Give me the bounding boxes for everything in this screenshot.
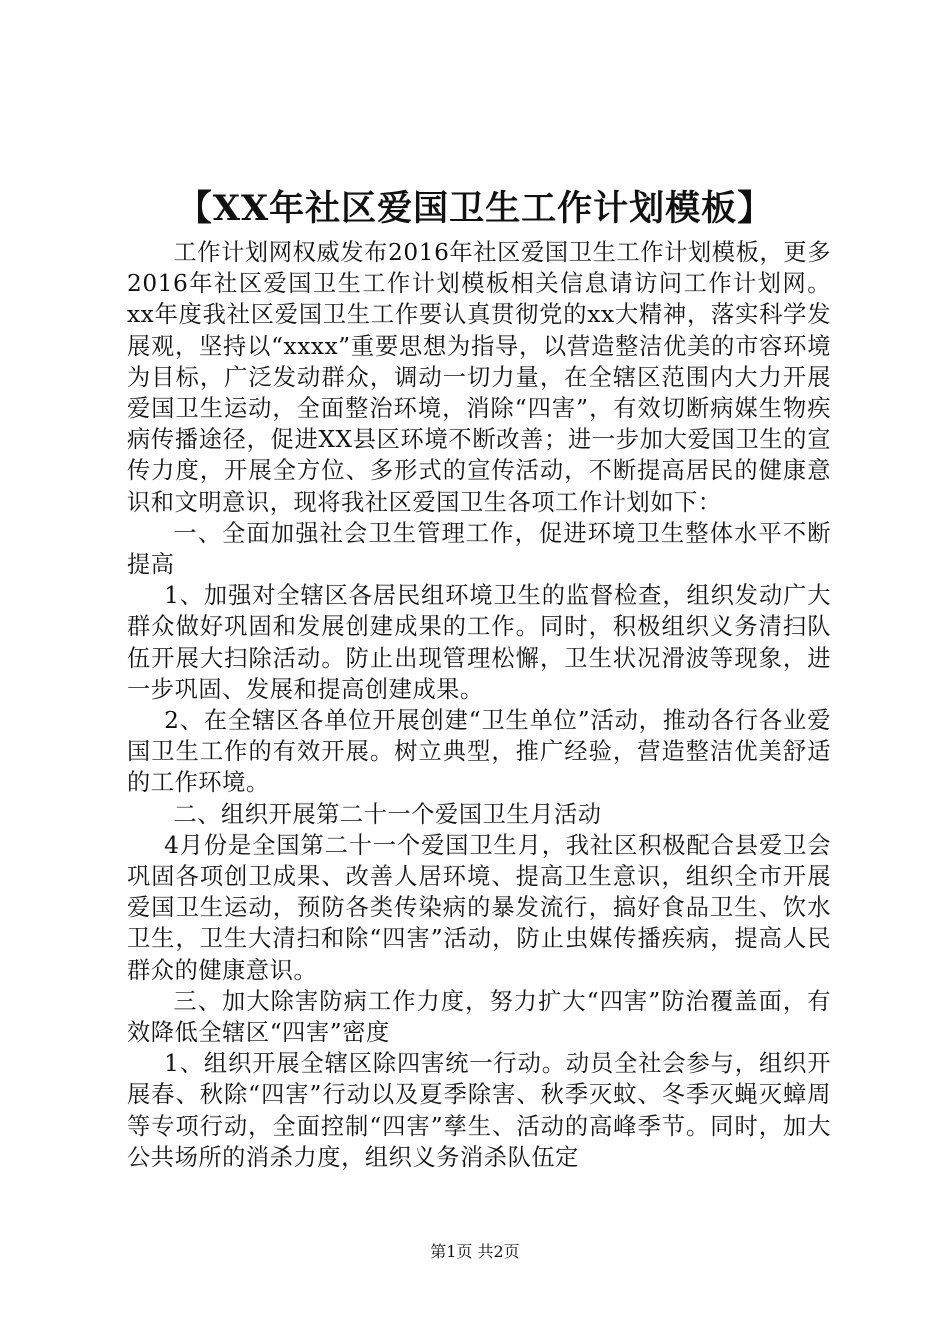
document-title: 【XX年社区爱国卫生工作计划模板】	[176, 188, 774, 229]
paragraph-1-2: 2、在全辖区各单位开展创建“卫生单位”活动，推动各行各业爱国卫生工作的有效开展。树立典型，推广经验，营造整洁优美舒适的工作环境。	[127, 707, 831, 797]
heading-section-1: 一、全面加强社会卫生管理工作，促进环境卫生整体水平不断提高	[127, 519, 831, 579]
paragraph-1-1: 1、加强对全辖区各居民组环境卫生的监督检查，组织发动广大群众做好巩固和发展创建成果的工作。同时，积极组织义务清扫队伍开展大扫除活动。防止出现管理松懈，卫生状况滑波等现象，进一步巩固、发展和提高创建成果。	[127, 582, 831, 703]
paragraph-intro: 工作计划网权威发布2016年社区爱国卫生工作计划模板，更多2016年社区爱国卫生工作计划模板相关信息请访问工作计划网。xx年度我社区爱国卫生工作要认真贯彻党的xx大精神，落实科学发展观，坚持以“xxxx”重要思想为指导，以营造整洁优美的市容环境为目标，广泛发动群众，调动一切力量，在全辖区范围内大力开展爱国卫生运动，全面整治环境，消除“四害”，有效切断病媒生物疾病传播途径，促进XX县区环境不断改善；进一步加大爱国卫生的宣传力度，开展全方位、多形式的宣传活动，不断提高居民的健康意识和文明意识，现将我社区爱国卫生各项工作计划如下：	[127, 239, 831, 516]
paragraph-2-1: 4月份是全国第二十一个爱国卫生月，我社区积极配合县爱卫会巩固各项创卫成果、改善人居环境、提高卫生意识，组织全市开展爱国卫生运动，预防各类传染病的暴发流行，搞好食品卫生、饮水卫生，卫生大清扫和除“四害”活动，防止虫媒传播疾病，提高人民群众的健康意识。	[127, 831, 831, 984]
heading-section-3: 三、加大除害防病工作力度，努力扩大“四害”防治覆盖面，有效降低全辖区“四害”密度	[127, 987, 831, 1047]
page-number-footer: 第1页 共2页	[430, 1242, 520, 1261]
paragraph-3-1: 1、组织开展全辖区除四害统一行动。动员全社会参与，组织开展春、秋除“四害”行动以及夏季除害、秋季灭蚊、冬季灭蝇灭蟑周等专项行动，全面控制“四害”孳生、活动的高峰季节。同时，加大公共场所的消杀力度，组织义务消杀队伍定	[127, 1050, 831, 1171]
heading-section-2: 二、组织开展第二十一个爱国卫生月活动	[173, 800, 602, 828]
document-body	[127, 237, 831, 1173]
